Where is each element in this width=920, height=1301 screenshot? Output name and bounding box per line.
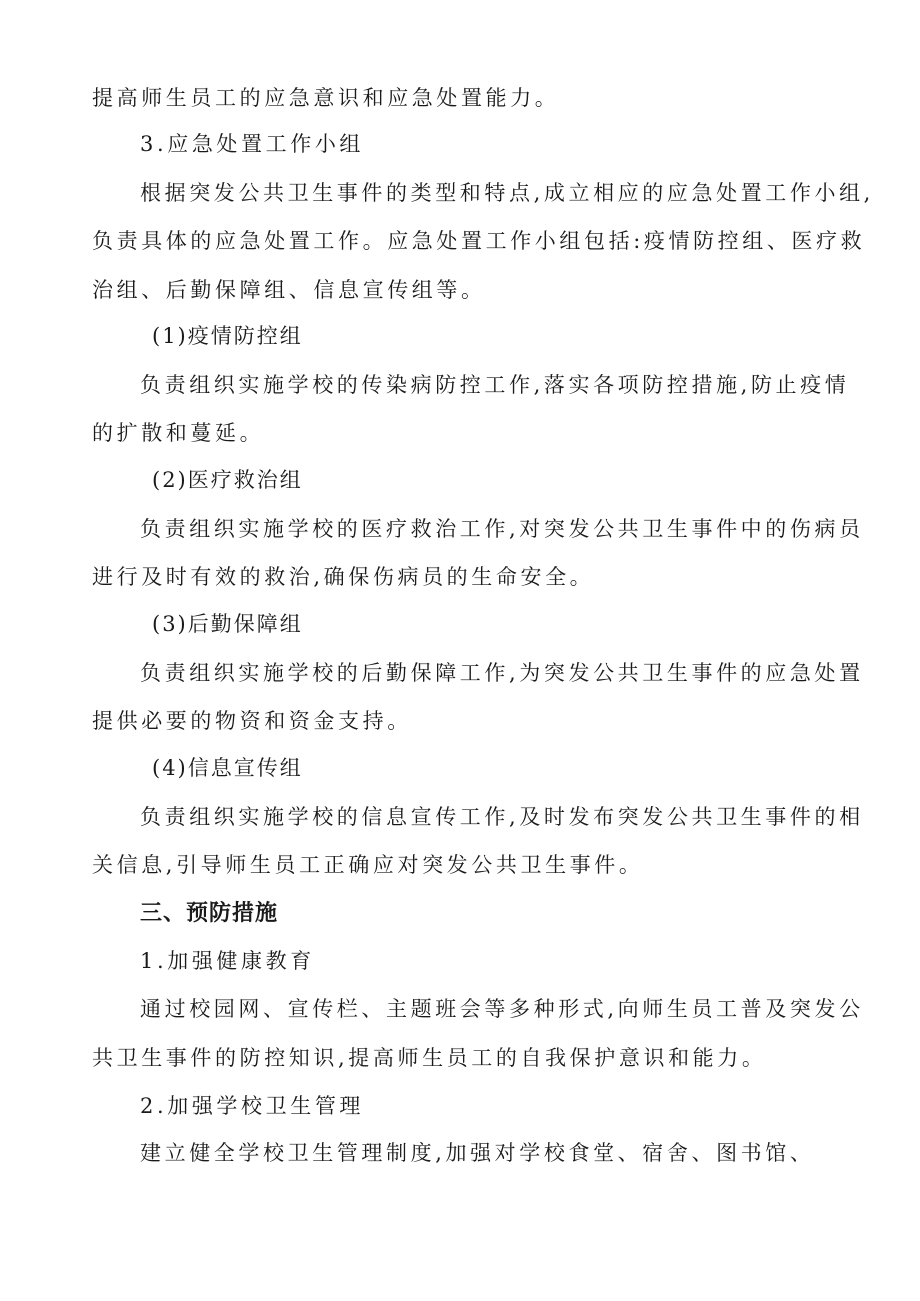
subsection-heading: 3.应急处置工作小组 [140, 132, 365, 156]
paragraph-line: 提供必要的物资和资金支持。 [92, 709, 412, 733]
paragraph-line: 建立健全学校卫生管理制度,加强对学校食堂、宿舍、图书馆、 [140, 1141, 815, 1165]
paragraph-line: 负责组织实施学校的信息宣传工作,及时发布突发公共卫生事件的相 [140, 805, 864, 829]
group-heading: (2)医疗救治组 [152, 468, 303, 492]
paragraph-line: 提高师生员工的应急意识和应急处置能力。 [92, 86, 560, 110]
paragraph-line: 的扩散和蔓延。 [92, 421, 265, 445]
paragraph-line: 负责组织实施学校的传染病防控工作,落实各项防控措施,防止疫情 [140, 373, 850, 397]
group-heading: (4)信息宣传组 [152, 756, 303, 780]
subsection-heading: 1.加强健康教育 [140, 949, 315, 973]
paragraph-line: 通过校园网、宣传栏、主题班会等多种形式,向师生员工普及突发公 [140, 997, 864, 1021]
paragraph-line: 关信息,引导师生员工正确应对突发公共卫生事件。 [92, 853, 644, 877]
paragraph-line: 治组、后勤保障组、信息宣传组等。 [92, 278, 486, 302]
paragraph-line: 负责组织实施学校的医疗救治工作,对突发公共卫生事件中的伤病员 [140, 517, 864, 541]
group-heading: (3)后勤保障组 [152, 612, 303, 636]
subsection-heading: 2.加强学校卫生管理 [140, 1094, 365, 1118]
paragraph-line: 负责具体的应急处置工作。应急处置工作小组包括:疫情防控组、医疗救 [92, 229, 866, 253]
paragraph-line: 共卫生事件的防控知识,提高师生员工的自我保护意识和能力。 [92, 1046, 767, 1070]
group-heading: (1)疫情防控组 [152, 324, 303, 348]
section-heading: 三、预防措施 [140, 901, 279, 926]
paragraph-line: 进行及时有效的救治,确保伤病员的生命安全。 [92, 565, 595, 589]
paragraph-line: 负责组织实施学校的后勤保障工作,为突发公共卫生事件的应急处置 [140, 661, 864, 685]
paragraph-line: 根据突发公共卫生事件的类型和特点,成立相应的应急处置工作小组, [140, 181, 874, 205]
